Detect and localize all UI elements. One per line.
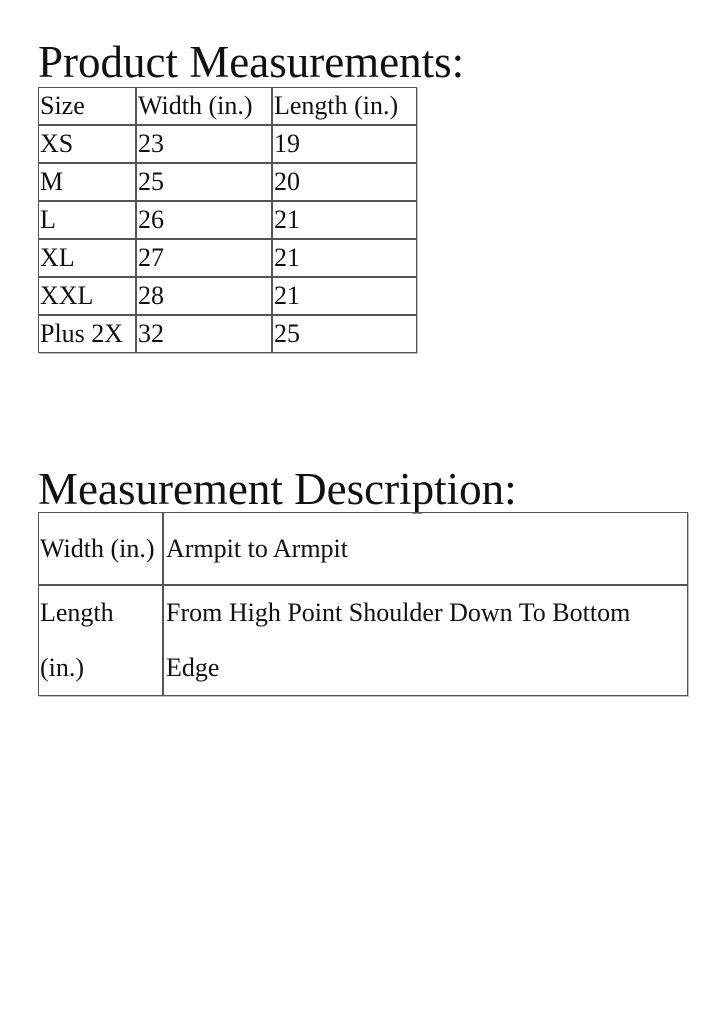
width-cell: 26 <box>136 201 272 239</box>
product-measurements-title: Product Measurements: <box>38 37 465 87</box>
width-cell: 27 <box>136 239 272 277</box>
length-cell: 25 <box>272 315 417 353</box>
size-cell: Plus 2X <box>38 315 136 353</box>
table-row <box>38 315 417 353</box>
definition-cell: From High Point Shoulder Down To Bottom Edge <box>163 585 688 696</box>
table-row <box>38 585 688 696</box>
header-width: Width (in.) <box>136 87 272 125</box>
term-cell: Length (in.) <box>38 585 163 696</box>
table-row <box>38 277 417 315</box>
header-size: Size <box>38 87 136 125</box>
description-table <box>38 512 688 696</box>
header-length: Length (in.) <box>272 87 417 125</box>
term-cell: Width (in.) <box>38 512 163 585</box>
table-row <box>38 201 417 239</box>
size-cell: XS <box>38 125 136 163</box>
size-cell: XL <box>38 239 136 277</box>
length-cell: 19 <box>272 125 417 163</box>
table-header-row <box>38 87 417 125</box>
length-cell: 21 <box>272 239 417 277</box>
measurements-table <box>38 87 417 353</box>
width-cell: 28 <box>136 277 272 315</box>
size-cell: M <box>38 163 136 201</box>
table-row <box>38 125 417 163</box>
table-row <box>38 512 688 585</box>
table-row <box>38 239 417 277</box>
length-cell: 21 <box>272 201 417 239</box>
definition-cell: Armpit to Armpit <box>163 512 688 585</box>
width-cell: 32 <box>136 315 272 353</box>
table-row <box>38 163 417 201</box>
size-cell: XXL <box>38 277 136 315</box>
length-cell: 20 <box>272 163 417 201</box>
width-cell: 25 <box>136 163 272 201</box>
width-cell: 23 <box>136 125 272 163</box>
size-cell: L <box>38 201 136 239</box>
measurement-description-title: Measurement Description: <box>38 464 517 514</box>
length-cell: 21 <box>272 277 417 315</box>
